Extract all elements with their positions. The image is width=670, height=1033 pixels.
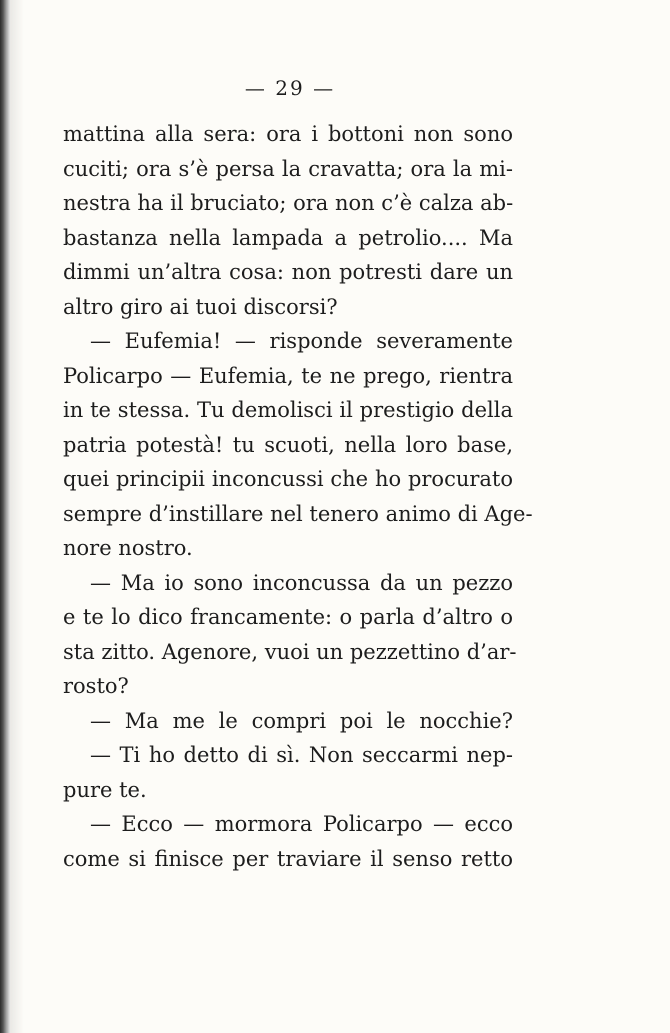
text-line: — Ti ho detto di sì. Non seccarmi nep- <box>90 743 513 767</box>
binding-edge <box>0 0 10 1033</box>
text-line: nestra ha il bruciato; ora non c’è calza ab- <box>63 191 514 215</box>
body-text <box>63 117 533 876</box>
text-line: nore nostro. <box>63 536 193 560</box>
text-line: patria potestà! tu scuoti, nella loro base, <box>63 432 513 457</box>
text-line: — Eufemia! — risponde severamente <box>90 329 513 353</box>
text-line: pure te. <box>63 777 147 802</box>
text-line: cuciti; ora s’è persa la cravatta; ora la mi- <box>63 156 513 181</box>
text-line: sta zitto. Agenore, vuoi un pezzettino d’ar- <box>63 639 517 664</box>
text-line: altro giro ai tuoi discorsi? <box>63 294 338 319</box>
text-line: e te lo dico francamente: o parla d’altro o <box>63 605 513 629</box>
text-line: sempre d’instillare nel tenero animo di Age- <box>63 501 533 526</box>
text-line: — Ma me le compri poi le nocchie? <box>90 708 513 733</box>
text-line: — Ecco — mormora Policarpo — ecco <box>90 812 513 836</box>
text-line: in te stessa. Tu demolisci il prestigio della <box>63 398 513 422</box>
text-line: come si finisce per traviare il senso retto <box>63 846 513 871</box>
text-line: rosto? <box>63 674 129 698</box>
text-line: Policarpo — Eufemia, te ne prego, rientra <box>63 363 513 388</box>
text-line: quei principii inconcussi che ho procurato <box>63 467 513 491</box>
text-line: — Ma io sono inconcussa da un pezzo <box>90 570 513 595</box>
page-number: — 29 — <box>244 76 336 100</box>
text-line: bastanza nella lampada a petrolio.... Ma <box>63 225 513 250</box>
spine-shadow <box>10 0 24 1033</box>
text-line: dimmi un’altra cosa: non potresti dare un <box>63 260 513 284</box>
text-line: mattina alla sera: ora i bottoni non sono <box>63 122 513 146</box>
